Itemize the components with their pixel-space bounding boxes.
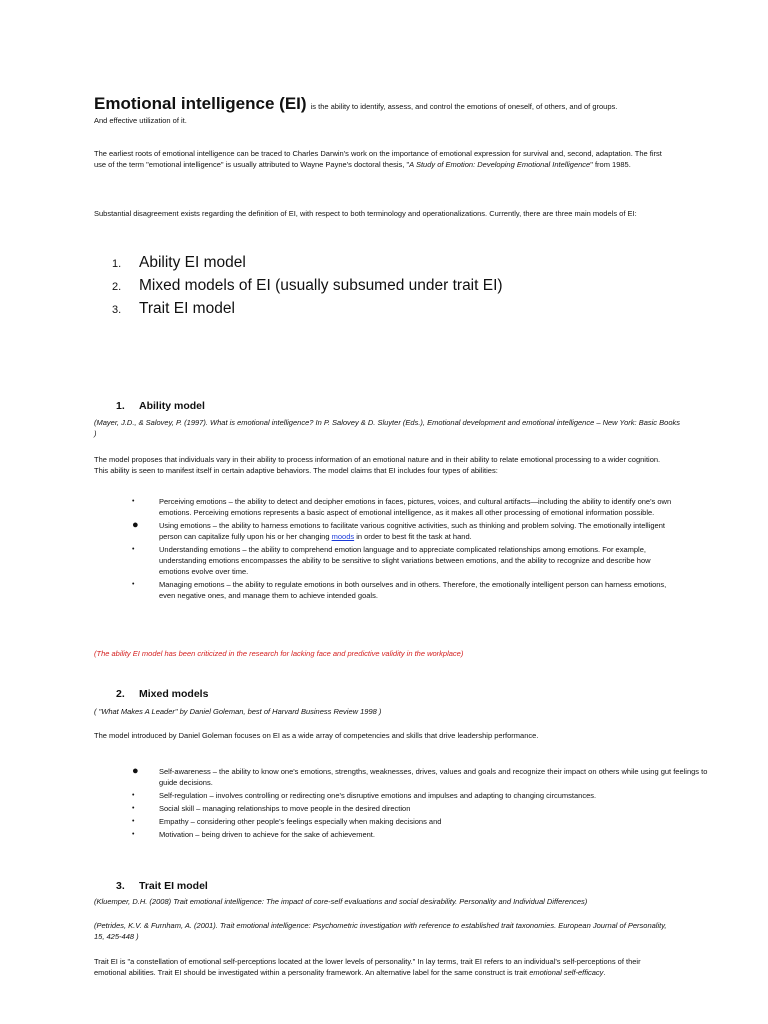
moods-link[interactable]: moods bbox=[331, 532, 355, 541]
list-item: • Social skill – managing relationships to move people in the desired direction bbox=[132, 804, 411, 813]
bullet-icon: • bbox=[132, 805, 135, 812]
title-definition: is the ability to identify, assess, and control the emotions of oneself, of others, and of groups. bbox=[308, 102, 618, 111]
intro-paragraph-history: The earliest roots of emotional intelligence can be traced to Charles Darwin's work on the importance of emotional expression for survival and, second, adaptation. The first use of the term "emotional intelligence" is usually attributed to Wayne Payne's doctoral thesis, "A Study of Emotion: Developing Emotional Intelligence" from 1985. bbox=[94, 149, 662, 169]
list-item: • Understanding emotions – the ability to comprehend emotion language and to appreciate complicated relationships among emotions. For example, understanding emotions encompasses the ability to be sensitive to slight variations between emotions, and the ability to recognize and describe how emotions evolve over time. bbox=[132, 545, 651, 576]
section-heading-trait: 3. Trait EI model bbox=[116, 880, 208, 892]
mixed-bullet-list bbox=[132, 766, 710, 842]
title-definition-line2: And effective utilization of it. bbox=[94, 116, 187, 125]
ability-bullet-list bbox=[132, 496, 677, 603]
list-item: ● Using emotions – the ability to harness emotions to facilitate various cognitive activities, such as thinking and problem solving. The emotionally intelligent person can capitalize fully upon his or her changing moods in order to best fit the task at hand. bbox=[132, 519, 665, 541]
bullet-icon: • bbox=[132, 792, 135, 799]
ability-criticism-note: (The ability EI model has been criticized in the research for lacking face and predictive validity in the workplace) bbox=[94, 649, 464, 658]
ability-description: The model proposes that individuals vary in their ability to process information of an emotional nature and in their ability to relate emotional processing to a wider cognition. This ability is seen to manifest itself in certain adaptive behaviors. The model claims that EI includes four types of abilities: bbox=[94, 455, 661, 475]
section-heading-mixed: 2. Mixed models bbox=[116, 688, 209, 700]
bullet-icon: ● bbox=[132, 519, 139, 531]
list-item: • Perceiving emotions – the ability to detect and decipher emotions in faces, pictures, voices, and cultural artifacts—including the ability to identify one's own emotions. Perceiving emotions represents a basic aspect of emotional intelligence, as it makes all other processing of emotional information possible. bbox=[132, 497, 672, 517]
trait-description: Trait EI is "a constellation of emotional self-perceptions located at the lower levels of personality." In lay terms, trait EI refers to an individual's self-perceptions of their emotional abilities. Trait EI should be investigated within a personality framework. An alternative label for the same construct is trait emotional self-efficacy. bbox=[94, 957, 641, 977]
section-heading-ability: 1. Ability model bbox=[116, 400, 205, 412]
bullet-icon: • bbox=[132, 831, 135, 838]
list-item: • Empathy – considering other people's feelings especially when making decisions and bbox=[132, 817, 442, 826]
ei-models-list bbox=[112, 252, 503, 321]
bullet-icon: • bbox=[132, 498, 135, 505]
list-item: 2. Mixed models of EI (usually subsumed under trait EI) bbox=[112, 277, 503, 294]
list-item: • Motivation – being driven to achieve for the sake of achievement. bbox=[132, 830, 375, 839]
bullet-icon: • bbox=[132, 546, 135, 553]
page-title: Emotional intelligence (EI) bbox=[94, 94, 307, 113]
mixed-description: The model introduced by Daniel Goleman focuses on EI as a wide array of competencies and skills that drive leadership performance. bbox=[94, 731, 539, 740]
ability-citation: (Mayer, J.D., & Salovey, P. (1997). What is emotional intelligence? In P. Salovey & D. Sluyter (Eds.), Emotional development and emotional intelligence – New York: Basic Books ) bbox=[94, 418, 680, 438]
mixed-citation: ( "What Makes A Leader" by Daniel Goleman, best of Harvard Business Review 1998 ) bbox=[94, 707, 382, 716]
bullet-icon: • bbox=[132, 581, 135, 588]
list-item: 1. Ability EI model bbox=[112, 254, 246, 271]
title-block bbox=[94, 93, 694, 126]
bullet-icon: • bbox=[132, 818, 135, 825]
trait-citation-petrides: (Petrides, K.V. & Furnham, A. (2001). Trait emotional intelligence: Psychometric investigation with reference to established trait taxonomies. European Journal of Personality, 15, 425-448 ) bbox=[94, 921, 667, 941]
bullet-icon: ● bbox=[132, 765, 139, 777]
intro-paragraph-models: Substantial disagreement exists regarding the definition of EI, with respect to both terminology and operationalizations. Currently, there are three main models of EI: bbox=[94, 209, 637, 218]
list-item: ● Self-awareness – the ability to know one's emotions, strengths, weaknesses, drives, values and goals and recognize their impact on others while using gut feelings to guide decisions. bbox=[132, 765, 708, 787]
trait-citation-kluemper: (Kluemper, D.H. (2008) Trait emotional intelligence: The impact of core-self evaluations and social desirability. Personality and Individual Differences) bbox=[94, 897, 588, 906]
list-item: 3. Trait EI model bbox=[112, 300, 235, 317]
list-item: • Self-regulation – involves controlling or redirecting one's disruptive emotions and impulses and adapting to changing circumstances. bbox=[132, 791, 597, 800]
list-item: • Managing emotions – the ability to regulate emotions in both ourselves and in others. Therefore, the emotionally intelligent person can harness emotions, even negative ones, and manage them to achieve intended goals. bbox=[132, 580, 667, 600]
